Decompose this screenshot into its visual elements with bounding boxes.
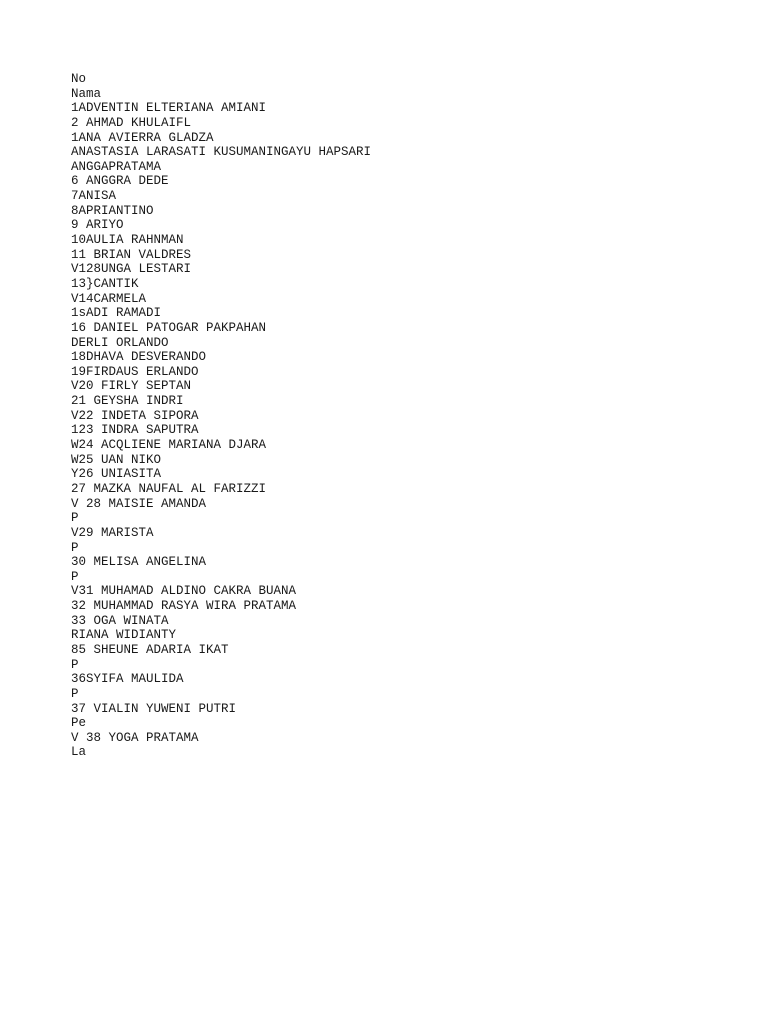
list-line: 21 GEYSHA INDRI (71, 394, 184, 409)
list-line: 1sADI RAMADI (71, 306, 162, 321)
list-line: Y26 UNIASITA (71, 467, 162, 482)
list-line: ANASTASIA LARASATI KUSUMANINGAYU HAPSARI (71, 145, 372, 160)
list-line: W24 ACQLIENE MARIANA DJARA (71, 438, 267, 453)
list-line: 37 VIALIN YUWENI PUTRI (71, 701, 237, 716)
list-line: V31 MUHAMAD ALDINO CAKRA BUANA (71, 584, 297, 599)
list-line: 1ADVENTIN ELTERIANA AMIANI (71, 101, 267, 116)
list-line: 27 MAZKA NAUFAL AL FARIZZI (71, 481, 267, 496)
list-line: 19FIRDAUS ERLANDO (71, 364, 199, 379)
list-line: V 28 MAISIE AMANDA (71, 496, 207, 511)
list-line: 30 MELISA ANGELINA (71, 555, 207, 570)
list-line: 36SYIFA MAULIDA (71, 672, 184, 687)
list-line: V20 FIRLY SEPTAN (71, 379, 192, 394)
list-line: Pe (71, 716, 87, 731)
list-line: P (71, 657, 79, 672)
list-line: W25 UAN NIKO (71, 452, 162, 467)
list-line: P (71, 511, 79, 526)
list-line: 9 ARIYO (71, 218, 124, 233)
list-line: La (71, 745, 87, 760)
list-line: 6 ANGGRA DEDE (71, 174, 169, 189)
list-line: V29 MARISTA (71, 525, 154, 540)
list-line: P (71, 569, 79, 584)
list-line: 16 DANIEL PATOGAR PAKPAHAN (71, 320, 267, 335)
list-line: 123 INDRA SAPUTRA (71, 423, 199, 438)
list-line: V14CARMELA (71, 291, 147, 306)
column-header-nama: Nama (71, 86, 102, 101)
name-list (71, 72, 371, 760)
list-line: 2 AHMAD KHULAIFL (71, 115, 192, 130)
column-header-no: No (71, 72, 87, 86)
list-line: P (71, 686, 79, 701)
list-line: 10AULIA RAHNMAN (71, 233, 184, 248)
list-line: 11 BRIAN VALDRES (71, 247, 192, 262)
list-line: ANGGAPRATAMA (71, 159, 162, 174)
list-line: RIANA WIDIANTY (71, 628, 177, 643)
list-line: 13}CANTIK (71, 276, 139, 291)
list-line: P (71, 540, 79, 555)
list-line: 1ANA AVIERRA GLADZA (71, 130, 214, 145)
list-line: 33 OGA WINATA (71, 613, 169, 628)
list-line: 18DHAVA DESVERANDO (71, 350, 207, 365)
list-line: DERLI ORLANDO (71, 335, 169, 350)
list-line: V 38 YOGA PRATAMA (71, 730, 199, 745)
list-line: V22 INDETA SIPORA (71, 408, 199, 423)
list-line: 85 SHEUNE ADARIA IKAT (71, 642, 229, 657)
list-line: 8APRIANTINO (71, 203, 154, 218)
list-line: 32 MUHAMMAD RASYA WIRA PRATAMA (71, 599, 297, 614)
list-line: V128UNGA LESTARI (71, 262, 192, 277)
list-line: 7ANISA (71, 189, 117, 204)
